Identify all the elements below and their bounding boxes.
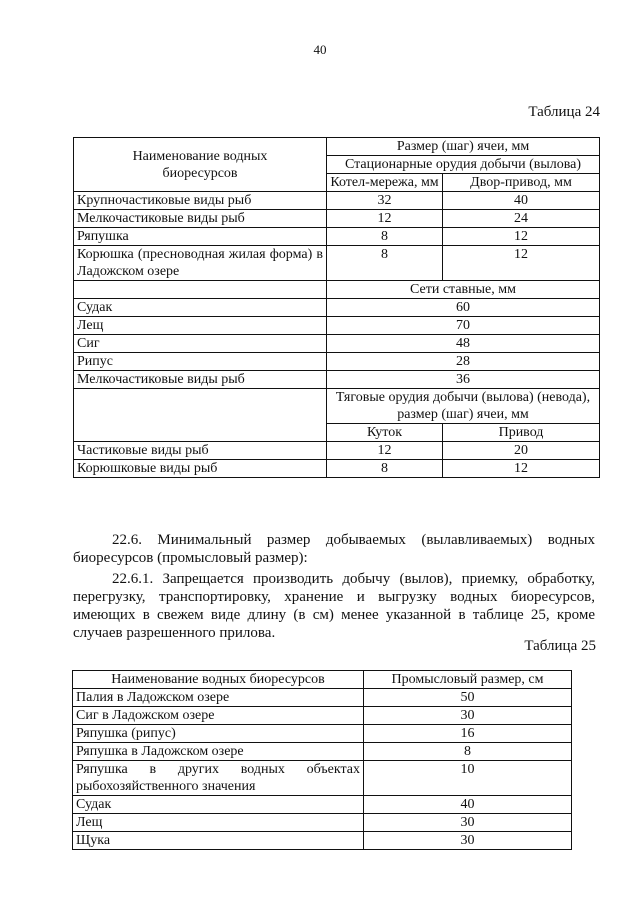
column-header-size: Промысловый размер, см	[364, 671, 572, 689]
table-row	[74, 371, 600, 389]
table-row	[74, 246, 600, 281]
row-value: 12	[327, 442, 443, 460]
row-name: Ряпушка в Ладожском озере	[73, 743, 364, 761]
row-value: 12	[443, 228, 600, 246]
paragraph-22-6-1: 22.6.1. Запрещается производить добычу (вылов), приемку, обработку, перегрузку, транспортировку, хранение и выгрузку водных биоресурсов, имеющих в свежем виде длину (в см) менее указанной в таблице 25, кроме случаев разрешенного прилова.	[73, 571, 595, 641]
column-header-privod: Привод	[443, 424, 600, 442]
row-name: Судак	[74, 299, 327, 317]
row-value: 16	[364, 725, 572, 743]
table-row	[73, 689, 572, 707]
table-row	[74, 460, 600, 478]
row-name: Ряпушка	[74, 228, 327, 246]
row-value: 32	[327, 192, 443, 210]
row-name: Корюшковые виды рыб	[74, 460, 327, 478]
row-value: 50	[364, 689, 572, 707]
table-row	[73, 814, 572, 832]
row-value: 40	[443, 192, 600, 210]
row-value: 36	[327, 371, 600, 389]
row-name: Ряпушка (рипус)	[73, 725, 364, 743]
column-header-kotel: Котел-мережа, мм	[327, 174, 443, 192]
row-name: Мелкочастиковые виды рыб	[74, 210, 327, 228]
row-value: 48	[327, 335, 600, 353]
blank-cell	[74, 281, 327, 299]
table-25	[72, 670, 572, 850]
column-header-kutok: Куток	[327, 424, 443, 442]
row-value: 70	[327, 317, 600, 335]
blank-cell	[74, 389, 327, 442]
table-row	[74, 442, 600, 460]
row-value: 8	[327, 228, 443, 246]
row-value: 12	[443, 460, 600, 478]
row-value: 60	[327, 299, 600, 317]
row-name: Судак	[73, 796, 364, 814]
table-row	[73, 743, 572, 761]
row-name: Лещ	[73, 814, 364, 832]
table-row	[74, 210, 600, 228]
table-24	[73, 137, 600, 478]
column-header-nets: Сети ставные, мм	[327, 281, 600, 299]
table-25-caption: Таблица 25	[524, 638, 596, 654]
row-value: 30	[364, 832, 572, 850]
paragraph-22-6: 22.6. Минимальный размер добываемых (вылавливаемых) водных биоресурсов (промысловый размер):	[73, 532, 595, 566]
row-name: Частиковые виды рыб	[74, 442, 327, 460]
table-row	[74, 299, 600, 317]
table-row	[73, 761, 572, 796]
row-value: 28	[327, 353, 600, 371]
table-row	[73, 707, 572, 725]
table-row	[74, 228, 600, 246]
row-value: 8	[364, 743, 572, 761]
table-row	[73, 796, 572, 814]
table-row	[74, 353, 600, 371]
row-name: Палия в Ладожском озере	[73, 689, 364, 707]
row-name: Рипус	[74, 353, 327, 371]
row-name: Лещ	[74, 317, 327, 335]
table-row	[73, 725, 572, 743]
table-24-caption: Таблица 24	[528, 104, 600, 120]
column-header-size: Размер (шаг) ячеи, мм	[327, 138, 600, 156]
page-number: 40	[313, 42, 327, 57]
table-row	[74, 317, 600, 335]
row-value: 40	[364, 796, 572, 814]
row-value: 12	[327, 210, 443, 228]
column-header-name: Наименование водных биоресурсов	[74, 138, 327, 192]
row-name: Ряпушка в других водных объектах рыбохозяйственного значения	[73, 761, 364, 796]
row-value: 30	[364, 707, 572, 725]
row-name: Щука	[73, 832, 364, 850]
row-name: Корюшка (пресноводная жилая форма) в Ладожском озере	[74, 246, 327, 281]
row-value: 20	[443, 442, 600, 460]
row-value: 10	[364, 761, 572, 796]
column-header-stationary: Стационарные орудия добычи (вылова)	[327, 156, 600, 174]
row-value: 24	[443, 210, 600, 228]
row-name: Мелкочастиковые виды рыб	[74, 371, 327, 389]
table-row	[74, 192, 600, 210]
row-name: Крупночастиковые виды рыб	[74, 192, 327, 210]
column-header-dvor: Двор-привод, мм	[443, 174, 600, 192]
table-row	[74, 335, 600, 353]
row-value: 8	[327, 246, 443, 281]
column-header-name: Наименование водных биоресурсов	[73, 671, 364, 689]
table-row	[73, 832, 572, 850]
row-name: Сиг	[74, 335, 327, 353]
row-value: 30	[364, 814, 572, 832]
row-value: 8	[327, 460, 443, 478]
row-value: 12	[443, 246, 600, 281]
column-header-drag: Тяговые орудия добычи (вылова) (невода), размер (шаг) ячеи, мм	[327, 389, 600, 424]
row-name: Сиг в Ладожском озере	[73, 707, 364, 725]
